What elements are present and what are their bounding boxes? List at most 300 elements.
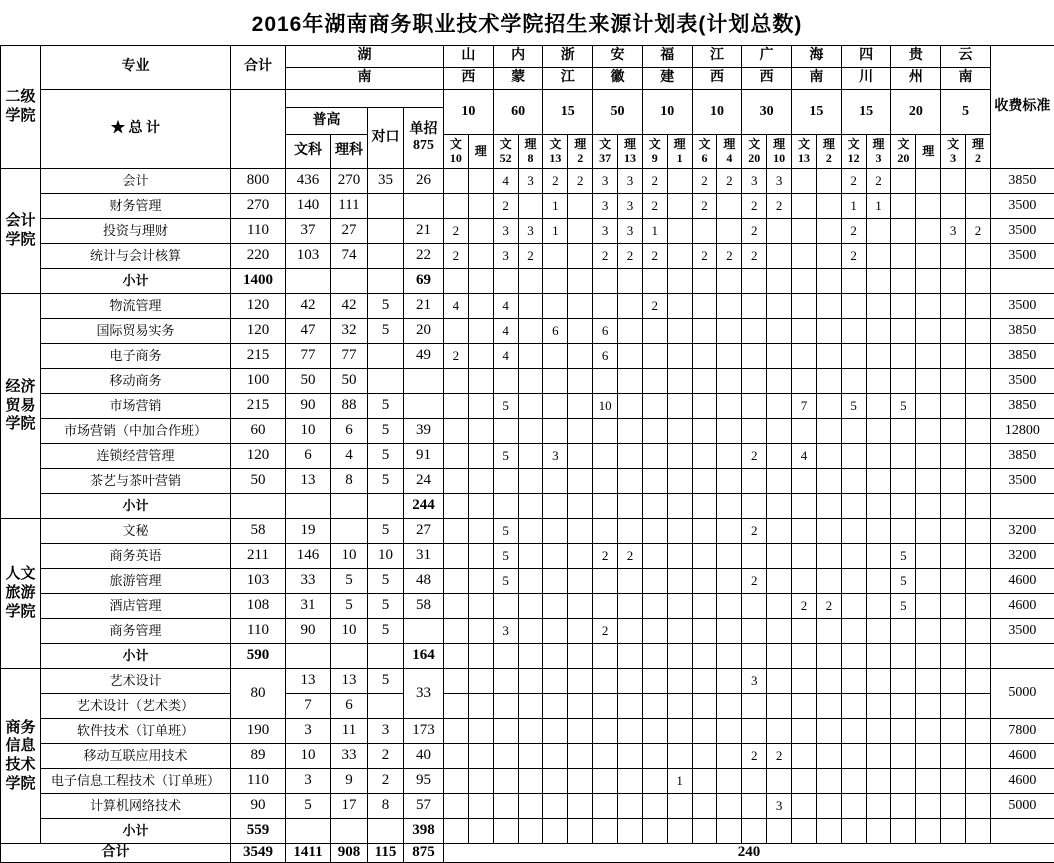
- province-cell: [667, 694, 692, 719]
- major-cell: 国际贸易实务: [41, 319, 231, 344]
- province-cell: [841, 469, 866, 494]
- province-cell: [841, 294, 866, 319]
- province-cell: [543, 294, 568, 319]
- province-cell: [543, 494, 568, 519]
- province-wen-header: 文 20: [891, 135, 916, 169]
- cell-danzhao: 33: [404, 669, 444, 719]
- province-cell: [667, 669, 692, 694]
- province-cell: [642, 419, 667, 444]
- province-cell: 7: [792, 394, 817, 419]
- cell-duikou: [368, 369, 404, 394]
- cell-like: 6: [331, 694, 368, 719]
- province-li-header: 理 1: [667, 135, 692, 169]
- wenke-header: 文科: [286, 135, 331, 169]
- province-header-line1: 云: [941, 46, 991, 68]
- province-cell: [618, 394, 643, 419]
- province-cell: [543, 369, 568, 394]
- province-cell: [742, 694, 767, 719]
- province-cell: [717, 719, 742, 744]
- major-cell: 连锁经营管理: [41, 444, 231, 469]
- province-cell: [816, 469, 841, 494]
- cell-like: 27: [331, 219, 368, 244]
- province-cell: 2: [966, 219, 991, 244]
- province-cell: [792, 319, 817, 344]
- province-cell: [916, 544, 941, 569]
- province-cell: [816, 419, 841, 444]
- cell-total: 108: [231, 594, 286, 619]
- province-cell: [568, 794, 593, 819]
- province-cell: [916, 169, 941, 194]
- province-cell: 2: [593, 244, 618, 269]
- province-cell: [717, 469, 742, 494]
- cell-like: 10: [331, 619, 368, 644]
- grand-total-provinces: 240: [444, 844, 1054, 863]
- cell-danzhao: 26: [404, 169, 444, 194]
- province-li-header: 理 2: [568, 135, 593, 169]
- province-cell: [916, 244, 941, 269]
- cell-danzhao: 57: [404, 794, 444, 819]
- cell-danzhao: 20: [404, 319, 444, 344]
- province-cell: [444, 794, 469, 819]
- province-cell: [568, 319, 593, 344]
- province-cell: [518, 819, 543, 844]
- province-cell: [444, 569, 469, 594]
- province-cell: [444, 444, 469, 469]
- province-cell: 3: [941, 219, 966, 244]
- province-cell: [742, 719, 767, 744]
- province-cell: [717, 544, 742, 569]
- province-cell: [667, 369, 692, 394]
- college-label: 人文 旅游 学院: [1, 519, 41, 669]
- grand-total-header: ★ 总 计: [41, 90, 231, 169]
- cell-duikou: 5: [368, 519, 404, 544]
- province-cell: [941, 194, 966, 219]
- cell-duikou: 5: [368, 294, 404, 319]
- province-cell: [966, 619, 991, 644]
- province-cell: [568, 694, 593, 719]
- province-cell: 5: [493, 394, 518, 419]
- cell-danzhao: 21: [404, 294, 444, 319]
- province-cell: [468, 569, 493, 594]
- subtotal-duikou: [368, 494, 404, 519]
- province-cell: [792, 744, 817, 769]
- province-cell: [468, 519, 493, 544]
- province-cell: [444, 769, 469, 794]
- fee-cell: [990, 269, 1054, 294]
- subtotal-like: [331, 494, 368, 519]
- grand-total-duikou: 115: [368, 844, 404, 863]
- province-cell: [941, 369, 966, 394]
- province-cell: [891, 294, 916, 319]
- province-cell: [543, 719, 568, 744]
- subtotal-row: [1, 494, 1054, 519]
- major-cell: 投资与理财: [41, 219, 231, 244]
- province-cell: [792, 244, 817, 269]
- province-cell: [568, 494, 593, 519]
- province-cell: [941, 594, 966, 619]
- major-row: [1, 569, 1054, 594]
- province-cell: [468, 469, 493, 494]
- province-cell: [891, 469, 916, 494]
- province-li-header: 理 3: [866, 135, 891, 169]
- province-cell: [568, 669, 593, 694]
- province-cell: 6: [593, 319, 618, 344]
- province-cell: [543, 669, 568, 694]
- cell-danzhao: 91: [404, 444, 444, 469]
- cell-like: 17: [331, 794, 368, 819]
- fee-cell: 3500: [990, 294, 1054, 319]
- province-cell: [468, 244, 493, 269]
- province-cell: [444, 469, 469, 494]
- province-cell: [916, 419, 941, 444]
- province-cell: [891, 794, 916, 819]
- cell-wenke: 10: [286, 419, 331, 444]
- province-cell: [941, 694, 966, 719]
- province-wen-header: 文 20: [742, 135, 767, 169]
- major-row: [1, 369, 1054, 394]
- province-cell: [692, 419, 717, 444]
- province-li-header: 理 8: [518, 135, 543, 169]
- province-cell: [468, 619, 493, 644]
- province-cell: [792, 219, 817, 244]
- province-cell: [618, 269, 643, 294]
- province-cell: [841, 444, 866, 469]
- province-cell: 5: [891, 544, 916, 569]
- province-cell: [642, 794, 667, 819]
- province-cell: [966, 644, 991, 669]
- province-cell: [444, 719, 469, 744]
- province-cell: [667, 394, 692, 419]
- province-cell: [891, 644, 916, 669]
- province-cell: [618, 769, 643, 794]
- province-cell: [667, 644, 692, 669]
- province-cell: [667, 619, 692, 644]
- province-cell: [543, 544, 568, 569]
- province-cell: [742, 544, 767, 569]
- province-cell: [493, 419, 518, 444]
- fee-cell: 4600: [990, 744, 1054, 769]
- subtotal-danzhao: 164: [404, 644, 444, 669]
- province-cell: [866, 444, 891, 469]
- major-cell: 旅游管理: [41, 569, 231, 594]
- province-cell: [667, 794, 692, 819]
- cell-like: [331, 519, 368, 544]
- province-cell: [692, 494, 717, 519]
- province-cell: [543, 569, 568, 594]
- province-cell: [916, 319, 941, 344]
- major-cell: 移动商务: [41, 369, 231, 394]
- province-cell: [444, 269, 469, 294]
- province-cell: 3: [493, 219, 518, 244]
- province-cell: [444, 319, 469, 344]
- province-cell: [717, 744, 742, 769]
- province-cell: 2: [692, 194, 717, 219]
- province-cell: [593, 519, 618, 544]
- province-cell: [667, 569, 692, 594]
- major-row: [1, 694, 1054, 719]
- province-cell: [717, 694, 742, 719]
- province-cell: [692, 694, 717, 719]
- province-cell: [543, 269, 568, 294]
- province-cell: [916, 644, 941, 669]
- province-cell: [493, 269, 518, 294]
- province-cell: 5: [493, 444, 518, 469]
- major-row: [1, 769, 1054, 794]
- province-cell: 2: [767, 744, 792, 769]
- major-cell: 统计与会计核算: [41, 244, 231, 269]
- province-cell: [792, 169, 817, 194]
- province-cell: [642, 469, 667, 494]
- province-cell: [767, 619, 792, 644]
- province-cell: [891, 619, 916, 644]
- province-cell: [891, 244, 916, 269]
- province-header-line2: 州: [891, 68, 941, 90]
- major-row: [1, 719, 1054, 744]
- province-cell: [618, 494, 643, 519]
- province-cell: [717, 294, 742, 319]
- province-cell: [568, 194, 593, 219]
- cell-wenke: 3: [286, 769, 331, 794]
- province-cell: [618, 294, 643, 319]
- province-cell: [816, 719, 841, 744]
- province-cell: [941, 269, 966, 294]
- province-cell: [717, 344, 742, 369]
- province-quota: 30: [742, 90, 792, 135]
- province-cell: [642, 619, 667, 644]
- province-cell: [518, 569, 543, 594]
- cell-duikou: [368, 244, 404, 269]
- province-cell: [866, 669, 891, 694]
- college-label: 会计 学院: [1, 169, 41, 294]
- province-cell: [916, 494, 941, 519]
- province-cell: [841, 819, 866, 844]
- province-cell: [941, 319, 966, 344]
- college-header: 二级 学院: [1, 46, 41, 169]
- province-cell: [866, 819, 891, 844]
- province-cell: [468, 494, 493, 519]
- province-cell: [593, 769, 618, 794]
- province-cell: [667, 169, 692, 194]
- province-cell: 2: [618, 544, 643, 569]
- province-cell: [444, 519, 469, 544]
- province-cell: 3: [493, 619, 518, 644]
- province-cell: [767, 819, 792, 844]
- province-cell: [717, 319, 742, 344]
- cell-duikou: 3: [368, 719, 404, 744]
- major-row: [1, 794, 1054, 819]
- province-cell: [742, 794, 767, 819]
- province-cell: [518, 194, 543, 219]
- province-cell: [767, 344, 792, 369]
- province-cell: [568, 769, 593, 794]
- province-cell: 2: [543, 169, 568, 194]
- province-cell: [717, 394, 742, 419]
- province-cell: [742, 344, 767, 369]
- province-cell: [444, 419, 469, 444]
- province-cell: [792, 269, 817, 294]
- province-cell: 2: [642, 194, 667, 219]
- province-cell: [568, 219, 593, 244]
- cell-like: 74: [331, 244, 368, 269]
- province-cell: 2: [717, 244, 742, 269]
- major-row: [1, 594, 1054, 619]
- subtotal-duikou: [368, 269, 404, 294]
- province-cell: [692, 394, 717, 419]
- province-cell: [543, 694, 568, 719]
- province-cell: [891, 169, 916, 194]
- province-cell: [866, 369, 891, 394]
- major-row: [1, 419, 1054, 444]
- province-cell: [518, 519, 543, 544]
- province-cell: [468, 819, 493, 844]
- province-cell: [618, 344, 643, 369]
- province-cell: [941, 519, 966, 544]
- province-cell: [568, 644, 593, 669]
- province-cell: [767, 569, 792, 594]
- province-header-line1: 贵: [891, 46, 941, 68]
- province-cell: [593, 419, 618, 444]
- province-cell: [891, 344, 916, 369]
- province-cell: [891, 494, 916, 519]
- province-cell: [816, 194, 841, 219]
- province-cell: [866, 319, 891, 344]
- major-header: 专业: [41, 46, 231, 90]
- province-cell: [543, 644, 568, 669]
- province-cell: [717, 819, 742, 844]
- fee-cell: [990, 819, 1054, 844]
- province-cell: [593, 644, 618, 669]
- province-header-line2: 川: [841, 68, 891, 90]
- province-cell: [866, 594, 891, 619]
- province-cell: [692, 369, 717, 394]
- province-cell: [841, 419, 866, 444]
- province-cell: [444, 369, 469, 394]
- province-cell: [518, 294, 543, 319]
- province-cell: [667, 744, 692, 769]
- province-cell: [916, 519, 941, 544]
- province-cell: [792, 719, 817, 744]
- province-cell: [966, 494, 991, 519]
- province-cell: [618, 519, 643, 544]
- province-cell: [618, 569, 643, 594]
- province-cell: [518, 494, 543, 519]
- fee-cell: 3850: [990, 344, 1054, 369]
- province-cell: [916, 469, 941, 494]
- danzhao-header: 单招 875: [404, 108, 444, 169]
- province-cell: [667, 294, 692, 319]
- province-cell: [493, 594, 518, 619]
- province-cell: [518, 719, 543, 744]
- province-cell: [966, 319, 991, 344]
- fee-cell: 3200: [990, 544, 1054, 569]
- province-cell: [468, 344, 493, 369]
- province-cell: [941, 819, 966, 844]
- province-cell: [891, 719, 916, 744]
- province-cell: [593, 819, 618, 844]
- province-cell: [543, 344, 568, 369]
- province-cell: [916, 594, 941, 619]
- hunan-header-line2: 南: [286, 68, 444, 90]
- province-cell: [468, 169, 493, 194]
- subtotal-like: [331, 269, 368, 294]
- province-cell: [866, 294, 891, 319]
- province-cell: [642, 819, 667, 844]
- province-wen-header: 文 12: [841, 135, 866, 169]
- province-cell: [841, 319, 866, 344]
- province-cell: [816, 319, 841, 344]
- grand-total-like: 908: [331, 844, 368, 863]
- major-cell: 商务英语: [41, 544, 231, 569]
- cell-like: 4: [331, 444, 368, 469]
- province-cell: 1: [543, 219, 568, 244]
- fee-cell: 3500: [990, 469, 1054, 494]
- province-cell: 2: [742, 569, 767, 594]
- province-cell: [642, 569, 667, 594]
- province-cell: [792, 794, 817, 819]
- province-cell: [444, 394, 469, 419]
- major-row: [1, 619, 1054, 644]
- subtotal-label: 小计: [41, 644, 231, 669]
- province-cell: [618, 594, 643, 619]
- province-cell: [916, 694, 941, 719]
- province-cell: [444, 644, 469, 669]
- province-cell: [792, 494, 817, 519]
- province-cell: [966, 544, 991, 569]
- province-cell: [841, 744, 866, 769]
- province-cell: [593, 669, 618, 694]
- province-cell: [568, 419, 593, 444]
- subtotal-duikou: [368, 644, 404, 669]
- province-cell: [593, 744, 618, 769]
- cell-like: 9: [331, 769, 368, 794]
- province-cell: [493, 644, 518, 669]
- province-header-line1: 山: [444, 46, 494, 68]
- cell-like: 270: [331, 169, 368, 194]
- province-cell: 2: [692, 244, 717, 269]
- province-cell: [568, 294, 593, 319]
- fee-cell: 3850: [990, 394, 1054, 419]
- province-cell: [966, 294, 991, 319]
- province-cell: 2: [444, 219, 469, 244]
- province-cell: 2: [642, 294, 667, 319]
- cell-danzhao: 27: [404, 519, 444, 544]
- province-wen-header: 文 37: [593, 135, 618, 169]
- province-cell: 2: [568, 169, 593, 194]
- province-cell: [966, 444, 991, 469]
- province-cell: 3: [618, 169, 643, 194]
- province-cell: [692, 669, 717, 694]
- province-cell: [866, 394, 891, 419]
- province-cell: [618, 419, 643, 444]
- province-cell: [866, 644, 891, 669]
- province-cell: [568, 744, 593, 769]
- province-cell: [518, 594, 543, 619]
- province-cell: [841, 719, 866, 744]
- province-cell: [966, 794, 991, 819]
- province-cell: 2: [742, 744, 767, 769]
- cell-total: 89: [231, 744, 286, 769]
- province-cell: [543, 419, 568, 444]
- major-row: [1, 219, 1054, 244]
- province-cell: [593, 494, 618, 519]
- province-li-header: 理 4: [717, 135, 742, 169]
- province-cell: [916, 394, 941, 419]
- province-cell: [841, 569, 866, 594]
- province-cell: [518, 794, 543, 819]
- province-cell: [618, 819, 643, 844]
- province-cell: [966, 569, 991, 594]
- college-label: 经济 贸易 学院: [1, 294, 41, 519]
